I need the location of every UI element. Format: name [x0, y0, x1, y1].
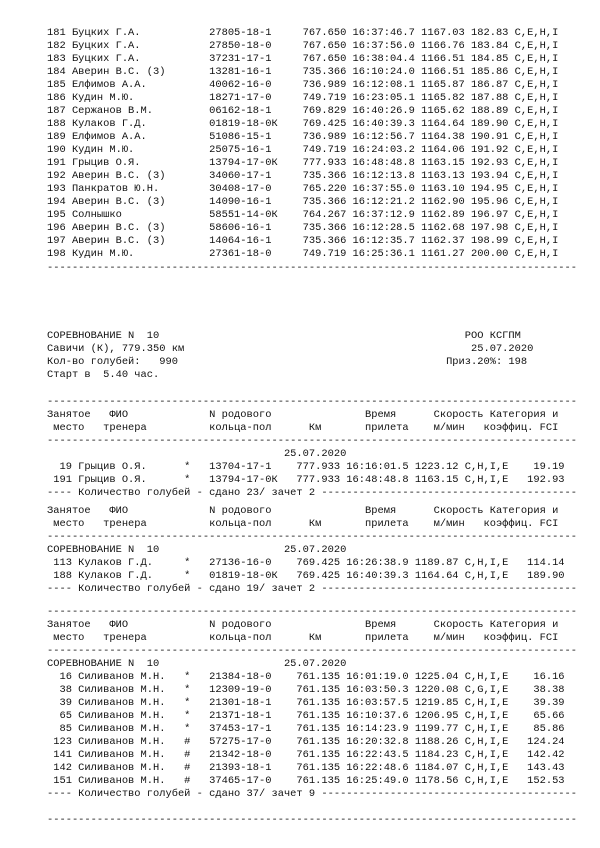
- divider-line: -------------------------------------------------------------------------------------: [47, 531, 578, 543]
- result-line: СОРЕВНОВАНИЕ N 10 25.07.2020: [47, 544, 347, 556]
- result-line: 190 Кудин М.Ю. 25075-16-1 749.719 16:24:03.2 1164.06 191.92 С,Е,Н,І: [47, 144, 559, 156]
- result-line: 184 Аверин В.С. (3) 13281-16-1 735.366 16:10:24.0 1166.51 185.86 С,Е,Н,І: [47, 66, 559, 78]
- divider-line: ---- Количество голубей - сдано 37/ зачет 9 -----------------------------------------: [47, 788, 578, 800]
- divider-line: -------------------------------------------------------------------------------------: [47, 396, 578, 408]
- result-line: 25.07.2020: [47, 448, 347, 460]
- divider-line: -------------------------------------------------------------------------------------: [47, 606, 578, 618]
- result-line: Занятое ФИО N родового Время Скорость Категория и: [47, 619, 559, 631]
- result-line: 197 Аверин В.С. (3) 14064-16-1 735.366 16:12:35.7 1162.37 198.99 С,Е,Н,І: [47, 235, 559, 247]
- result-line: 19 Грыцив О.Я. * 13704-17-1 777.933 16:16:01.5 1223.12 С,Н,І,Е 19.19: [47, 461, 565, 473]
- result-line: 182 Буцких Г.А. 27850-18-0 767.650 16:37:56.0 1166.76 183.84 С,Е,Н,І: [47, 40, 559, 52]
- result-line: 113 Кулаков Г.Д. * 27136-16-0 769.425 16:26:38.9 1189.87 С,Н,І,Е 114.14: [47, 557, 565, 569]
- result-line: 16 Силиванов М.Н. * 21384-18-0 761.135 16:01:19.0 1225.04 С,Н,І,Е 16.16: [47, 671, 565, 683]
- trainer-section-kulakov: [47, 505, 577, 596]
- result-line: 196 Аверин В.С. (3) 58606-16-1 735.366 16:12:28.5 1162.68 197.98 С,Е,Н,І: [47, 222, 559, 234]
- result-line: СОРЕВНОВАНИЕ N 10 25.07.2020: [47, 658, 347, 670]
- result-line: 188 Кулаков Г.Д. 01819-18-0К 769.425 16:40:39.3 1164.64 189.90 С,Е,Н,І: [47, 118, 559, 130]
- result-line: 187 Сержанов В.М. 06162-18-1 769.829 16:40:26.9 1165.62 188.89 С,Е,Н,І: [47, 105, 559, 117]
- result-line: 191 Грыцив О.Я. * 13794-17-0К 777.933 16:48:48.8 1163.15 С,Н,І,Е 192.93: [47, 474, 565, 486]
- trainer-section-silivanov: [47, 606, 577, 827]
- top-results-table: [47, 27, 558, 261]
- trainer-section-grytsyv: [47, 396, 577, 500]
- result-line: 192 Аверин В.С. (3) 34060-17-1 735.366 16:12:13.8 1163.13 193.94 С,Е,Н,І: [47, 170, 559, 182]
- result-line: 38 Силиванов М.Н. * 12309-19-0 761.135 16:03:50.3 1220.08 С,G,І,Е 38.38: [47, 684, 565, 696]
- pigeon-count: Кол-во голубей: 990 Приз.20%: 198: [47, 356, 528, 368]
- result-line: 142 Силиванов М.Н. # 21393-18-1 761.135 16:22:48.6 1184.07 С,Н,І,Е 143.43: [47, 762, 565, 774]
- result-line: Занятое ФИО N родового Время Скорость Категория и: [47, 505, 559, 517]
- divider-line: -------------------------------------------------------------------------------------: [47, 814, 578, 826]
- result-line: [47, 801, 577, 814]
- divider-line: ---- Количество голубей - сдано 23/ зачет 2 -----------------------------------------: [47, 487, 578, 499]
- result-line: 65 Силиванов М.Н. * 21371-18-1 761.135 16:10:37.6 1206.95 С,Н,І,Е 65.66: [47, 710, 565, 722]
- result-line: 193 Панкратов Ю.Н. 30408-17-0 765.220 16:37:55.0 1163.10 194.95 С,Е,Н,І: [47, 183, 559, 195]
- divider-line: -------------------------------------------------------------------------------------: [47, 645, 578, 657]
- result-line: место тренера кольца-пол Км прилета м/мин коэффиц. FCI: [47, 518, 559, 530]
- divider-line: -------------------------------------------------------------------------------------: [47, 435, 578, 447]
- result-line: 188 Кулаков Г.Д. * 01819-18-0К 769.425 16:40:39.3 1164.64 С,Н,І,Е 189.90: [47, 570, 565, 582]
- result-line: 141 Силиванов М.Н. # 21342-18-0 761.135 16:22:43.5 1184.23 С,Н,І,Е 142.42: [47, 749, 565, 761]
- result-line: 194 Аверин В.С. (3) 14090-16-1 735.366 16:12:21.2 1162.90 195.96 С,Е,Н,І: [47, 196, 559, 208]
- competition-title: СОРЕВНОВАНИЕ N 10 РОО КСГПМ: [47, 330, 521, 342]
- result-line: Занятое ФИО N родового Время Скорость Категория и: [47, 409, 559, 421]
- result-line: 151 Силиванов М.Н. # 37465-17-0 761.135 16:25:49.0 1178.56 С,Н,І,Е 152.53: [47, 775, 565, 787]
- result-line: 183 Буцких Г.А. 37231-17-1 767.650 16:38:04.4 1166.51 184.85 С,Е,Н,І: [47, 53, 559, 65]
- top-divider: -------------------------------------------------------------------------------------: [47, 262, 578, 274]
- result-line: 198 Кудин М.Ю. 27361-18-0 749.719 16:25:36.1 1161.27 200.00 С,Е,Н,І: [47, 248, 559, 260]
- result-line: 181 Буцких Г.А. 27805-18-1 767.650 16:37:46.7 1167.03 182.83 С,Е,Н,І: [47, 27, 559, 39]
- result-line: место тренера кольца-пол Км прилета м/мин коэффиц. FCI: [47, 632, 559, 644]
- divider-line: ---- Количество голубей - сдано 19/ зачет 2 -----------------------------------------: [47, 583, 578, 595]
- start-time: Старт в 5.40 час.: [47, 369, 160, 381]
- result-line: место тренера кольца-пол Км прилета м/мин коэффиц. FCI: [47, 422, 559, 434]
- result-line: 185 Елфимов А.А. 40062-16-0 736.989 16:12:08.1 1165.87 186.87 С,Е,Н,І: [47, 79, 559, 91]
- result-line: 189 Елфимов А.А. 51086-15-1 736.989 16:12:56.7 1164.38 190.91 С,Е,Н,І: [47, 131, 559, 143]
- result-line: 195 Солнышко 58551-14-0К 764.267 16:37:12.9 1162.89 196.97 С,Е,Н,І: [47, 209, 559, 221]
- result-line: 123 Силиванов М.Н. # 57275-17-0 761.135 16:20:32.8 1188.26 С,Н,І,Е 124.24: [47, 736, 565, 748]
- result-line: 186 Кудин М.Ю. 18271-17-0 749.719 16:23:05.1 1165.82 187.88 С,Е,Н,І: [47, 92, 559, 104]
- result-line: 85 Силиванов М.Н. * 37453-17-1 761.135 16:14:23.9 1199.77 С,Н,І,Е 85.86: [47, 723, 565, 735]
- result-line: 191 Грыцив О.Я. 13794-17-0К 777.933 16:48:48.8 1163.15 192.93 С,Е,Н,І: [47, 157, 559, 169]
- race-location: Савичи (К), 779.350 км 25.07.2020: [47, 343, 534, 355]
- result-line: 39 Силиванов М.Н. * 21301-18-1 761.135 16:03:57.5 1219.85 С,Н,І,Е 39.39: [47, 697, 565, 709]
